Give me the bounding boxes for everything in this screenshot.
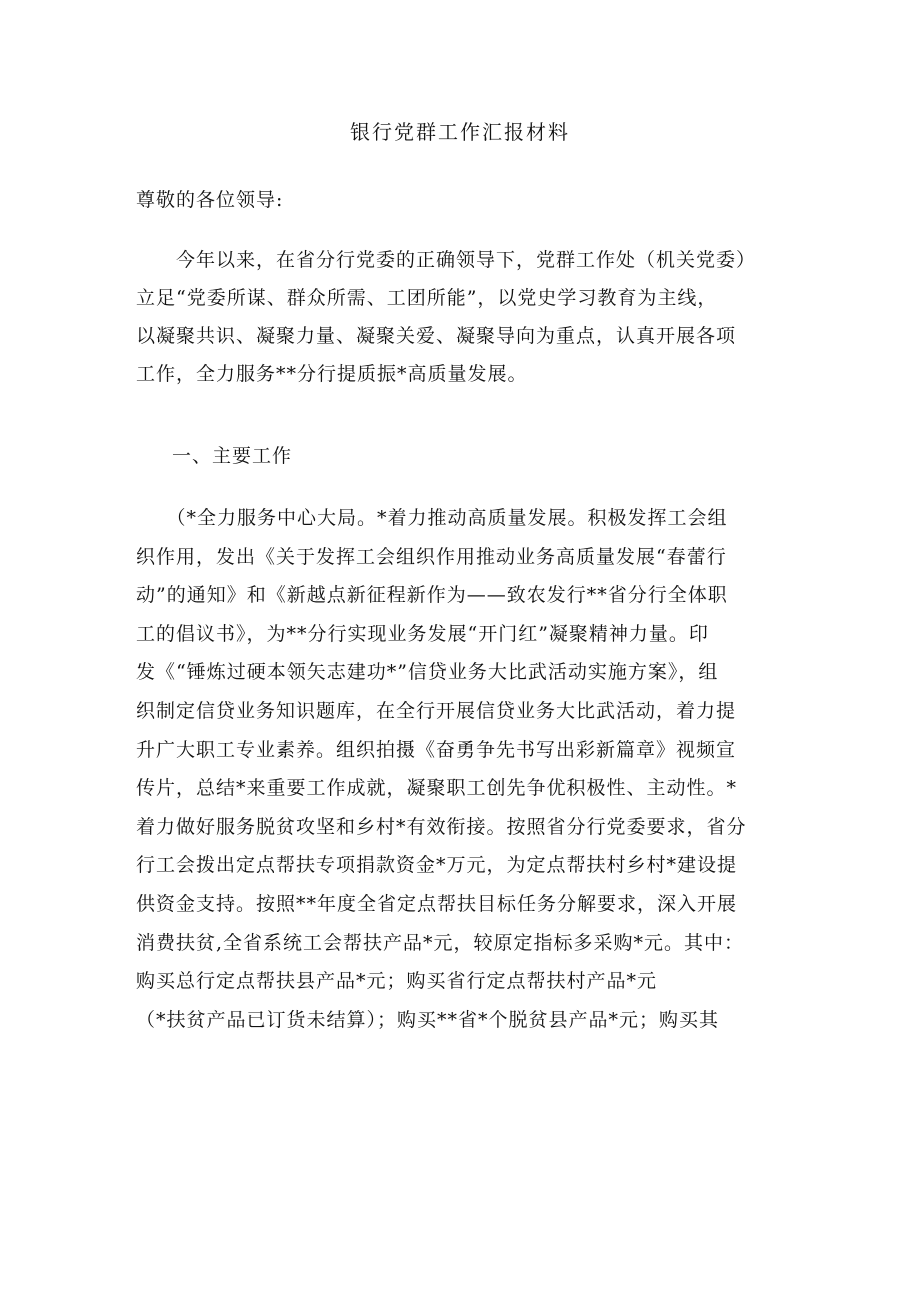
paragraph-line: 供资金支持。按照**年度全省定点帮扶目标任务分解要求，深入开展	[136, 892, 738, 915]
paragraph-line: 着力做好服务脱贫攻坚和乡村*有效衔接。按照省分行党委要求，省分	[136, 815, 747, 838]
section-heading: 一、主要工作	[172, 445, 293, 467]
paragraph-line: （*扶贫产品已订货未结算）；购买**省*个脱贫县产品*元；购买其	[136, 1008, 720, 1031]
paragraph-line: 立足“党委所谋、群众所需、工团所能”，以党史学习教育为主线，	[136, 287, 718, 309]
paragraph-line: 升广大职工专业素养。组织拍摄《奋勇争先书写出彩新篇章》视频宣	[136, 738, 737, 761]
paragraph-line: 织制定信贷业务知识题库，在全行开展信贷业务大比武活动，着力提	[136, 699, 737, 722]
intro-paragraph	[136, 241, 788, 393]
paragraph-line: 行工会拨出定点帮扶专项捐款资金*万元，为定点帮扶村乡村*建设提	[136, 854, 738, 877]
paragraph-line: 今年以来，在省分行党委的正确领导下，党群工作处（机关党委）	[136, 249, 757, 271]
salutation: 尊敬的各位领导:	[136, 189, 284, 211]
paragraph-line: （*全力服务中心大局。*着力推动高质量发展。积极发挥工会组	[136, 507, 728, 529]
document-title: 银行党群工作汇报材料	[350, 120, 570, 144]
paragraph-line: 动”的通知》和《新越点新征程新作为——致农发行**省分行全体职	[136, 584, 728, 607]
paragraph-line: 发《“锤炼过硬本领矢志建功*”信贷业务大比武活动实施方案》，组	[136, 661, 719, 684]
paragraph-line: 织作用，发出《关于发挥工会组织作用推动业务高质量发展“春蕾行	[136, 545, 727, 568]
paragraph-line: 购买总行定点帮扶县产品*元；购买省行定点帮扶村产品*元	[136, 970, 658, 993]
paragraph-line: 工的倡议书》，为**分行实现业务发展“开门红”凝聚精神力量。印	[136, 622, 709, 645]
paragraph-line: 以凝聚共识、凝聚力量、凝聚关爱、凝聚导向为重点，认真开展各项	[136, 325, 737, 347]
paragraph-line: 消费扶贫,全省系统工会帮扶产品*元，较原定指标多采购*元。其中：	[136, 931, 745, 954]
paragraph-line: 工作，全力服务**分行提质振*高质量发展。	[136, 363, 528, 385]
paragraph-line: 传片，总结*来重要工作成就，凝聚职工创先争优积极性、主动性。*	[136, 777, 738, 800]
body-paragraph	[136, 499, 788, 1039]
